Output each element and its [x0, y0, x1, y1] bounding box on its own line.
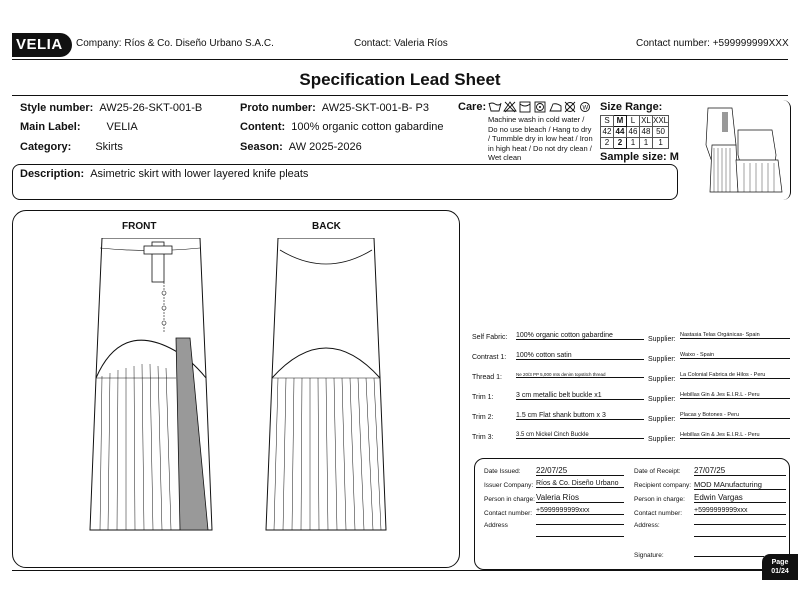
page-label: Page — [771, 559, 789, 566]
header-divider — [12, 59, 788, 60]
material-label: Thread 1: — [472, 374, 502, 381]
issue-fields — [484, 466, 784, 566]
size-count: 2 — [614, 138, 627, 149]
care-instructions: Machine wash in cold water / Do no use bleach / Hang to dry / Tummble dry in low heat / Iron in high heat / Do not dry clean / Wet clean — [488, 115, 593, 162]
season-field — [240, 141, 362, 153]
recipient-address-label: Address: — [634, 522, 660, 529]
front-label: FRONT — [122, 221, 157, 232]
content-label: Content: — [240, 121, 286, 133]
size-letter: S — [601, 116, 614, 127]
contact-number-value: +5999999999xxx — [536, 507, 624, 515]
issuer-company-label: Issuer Company: — [484, 482, 534, 489]
size-letter: L — [627, 116, 640, 127]
address-line — [536, 524, 624, 525]
size-count: 1 — [627, 138, 640, 149]
recipient-person-label: Person in charge: — [634, 496, 685, 503]
content-value: 100% organic cotton gabardine — [291, 121, 444, 133]
material-value: 3.5 cm Nickel Cinch Buckle — [516, 432, 644, 439]
address-line — [536, 536, 624, 537]
contact-number-label: Contact number: — [484, 510, 533, 517]
material-value: 100% cotton satin — [516, 352, 644, 360]
care-label: Care: — [458, 101, 487, 113]
size-number: 44 — [614, 127, 627, 138]
material-label: Contrast 1: — [472, 354, 507, 361]
contact-value: Valeria Ríos — [394, 38, 448, 49]
tumble-dry-icon — [535, 102, 545, 112]
contact-label: Contact: — [354, 38, 392, 49]
person-in-charge-label: Person in charge: — [484, 496, 535, 503]
care-symbols — [488, 101, 594, 113]
date-issued-label: Date Issued: — [484, 468, 521, 475]
category-label: Category: — [20, 141, 72, 153]
recipient-person-value: Edwin Vargas — [694, 493, 786, 503]
brand-logo: VELIA — [12, 33, 72, 57]
supplier-label: Supplier: — [648, 436, 676, 443]
size-number: 50 — [653, 127, 669, 138]
thumbnail-frame — [684, 100, 791, 200]
size-count: 2 — [601, 138, 614, 149]
footer-divider — [12, 570, 788, 571]
supplier-value: Nastasia Telas Orgánicas- Spain — [680, 332, 790, 339]
address-line — [694, 524, 786, 525]
issuer-company-value: Ríos & Co. Diseño Urbano — [536, 480, 624, 488]
size-count: 1 — [640, 138, 653, 149]
material-value: 1.5 cm Flat shank buttom x 3 — [516, 412, 644, 420]
wash-icon — [489, 103, 501, 111]
page-indicator — [762, 554, 798, 580]
signature-line — [694, 556, 764, 557]
supplier-label: Supplier: — [648, 416, 676, 423]
description-label: Description: — [20, 168, 85, 180]
proto-number-label: Proto number: — [240, 102, 316, 114]
supplier-label: Supplier: — [648, 376, 676, 383]
season-label: Season: — [240, 141, 283, 153]
front-sketch — [80, 238, 220, 538]
recipient-contact-value: +5999999999xxx — [694, 507, 786, 515]
season-value: AW 2025-2026 — [288, 141, 362, 153]
size-letter: M — [614, 116, 627, 127]
date-receipt-label: Date of Receipt: — [634, 468, 681, 475]
contact-number-label: Contact number: — [636, 38, 710, 49]
content-field — [240, 121, 444, 133]
size-number: 42 — [601, 127, 614, 138]
page-number: 01/24 — [771, 568, 789, 575]
size-numbers-row — [601, 127, 669, 138]
supplier-value: Hebillas Gin & Jes E.I.R.L - Peru — [680, 432, 790, 439]
size-counts-row — [601, 138, 669, 149]
page-title: Specification Lead Sheet — [299, 70, 501, 89]
company-field — [76, 38, 274, 49]
iron-icon — [550, 104, 561, 111]
size-count: 1 — [653, 138, 669, 149]
signature-label: Signature: — [634, 552, 664, 559]
supplier-value: Placas y Botones - Peru — [680, 412, 790, 419]
material-label: Trim 2: — [472, 414, 494, 421]
size-letter: XXL — [653, 116, 669, 125]
proto-number-value: AW25-SKT-001-B- P3 — [321, 102, 429, 114]
sample-size-field — [600, 151, 679, 163]
contact-number-field — [636, 38, 789, 49]
company-value: Ríos & Co. Diseño Urbano S.A.C. — [124, 38, 274, 49]
title-divider — [12, 95, 788, 96]
material-label: Trim 1: — [472, 394, 494, 401]
recipient-company-value: MOD MAnufacturing — [694, 480, 786, 490]
person-in-charge-value: Valeria Ríos — [536, 493, 624, 503]
supplier-value: Hebillas Gin & Jes E.I.R.L - Peru — [680, 392, 790, 399]
proto-number-field — [240, 102, 429, 114]
recipient-contact-label: Contact number: — [634, 510, 683, 517]
back-label: BACK — [312, 221, 341, 232]
company-label: Company: — [76, 38, 122, 49]
no-bleach-icon — [504, 102, 516, 112]
main-label-value: VELIA — [106, 121, 138, 133]
date-receipt-value: 27/07/25 — [694, 466, 786, 476]
contact-number-value: +599999999XXX — [712, 38, 789, 49]
size-number: 46 — [627, 127, 640, 138]
size-letter: XL — [641, 116, 651, 125]
no-dry-clean-icon — [565, 102, 575, 112]
wet-clean-icon — [581, 103, 590, 112]
address-line — [694, 536, 786, 537]
size-range-title: Size Range: — [600, 101, 663, 113]
style-number-field — [20, 102, 202, 114]
category-value: Skirts — [95, 141, 123, 153]
category-field — [20, 141, 123, 153]
svg-text:W: W — [582, 105, 589, 112]
address-label: Address — [484, 522, 508, 529]
material-value: Ne 20/3 PP 5,000 mts denim topstitch thread — [516, 372, 644, 378]
material-label: Trim 3: — [472, 434, 494, 441]
style-number-label: Style number: — [20, 102, 94, 114]
supplier-value: La Colonial Fabrica de Hilos - Peru — [680, 372, 790, 379]
back-sketch — [256, 238, 396, 538]
size-letters-row — [601, 116, 669, 127]
material-label: Self Fabric: — [472, 334, 508, 341]
size-number: 48 — [640, 127, 653, 138]
main-label-label: Main Label: — [20, 121, 81, 133]
hang-dry-icon — [520, 102, 530, 112]
recipient-company-label: Recipient company: — [634, 482, 692, 489]
sample-size-label: Sample size: — [600, 151, 667, 163]
description-field — [20, 168, 308, 180]
description-value: Asimetric skirt with lower layered knife pleats — [90, 168, 309, 180]
supplier-label: Supplier: — [648, 336, 676, 343]
supplier-value: Waixo - Spain — [680, 352, 790, 359]
size-range-table — [600, 115, 669, 149]
sample-size-value: M — [669, 151, 679, 163]
supplier-label: Supplier: — [648, 396, 676, 403]
material-value: 100% organic cotton gabardine — [516, 332, 644, 340]
supplier-label: Supplier: — [648, 356, 676, 363]
date-issued-value: 22/07/25 — [536, 466, 624, 476]
material-value: 3 cm metallic belt buckle x1 — [516, 392, 644, 400]
style-number-value: AW25-26-SKT-001-B — [99, 102, 203, 114]
contact-field — [354, 38, 448, 49]
main-label-field — [20, 121, 138, 133]
